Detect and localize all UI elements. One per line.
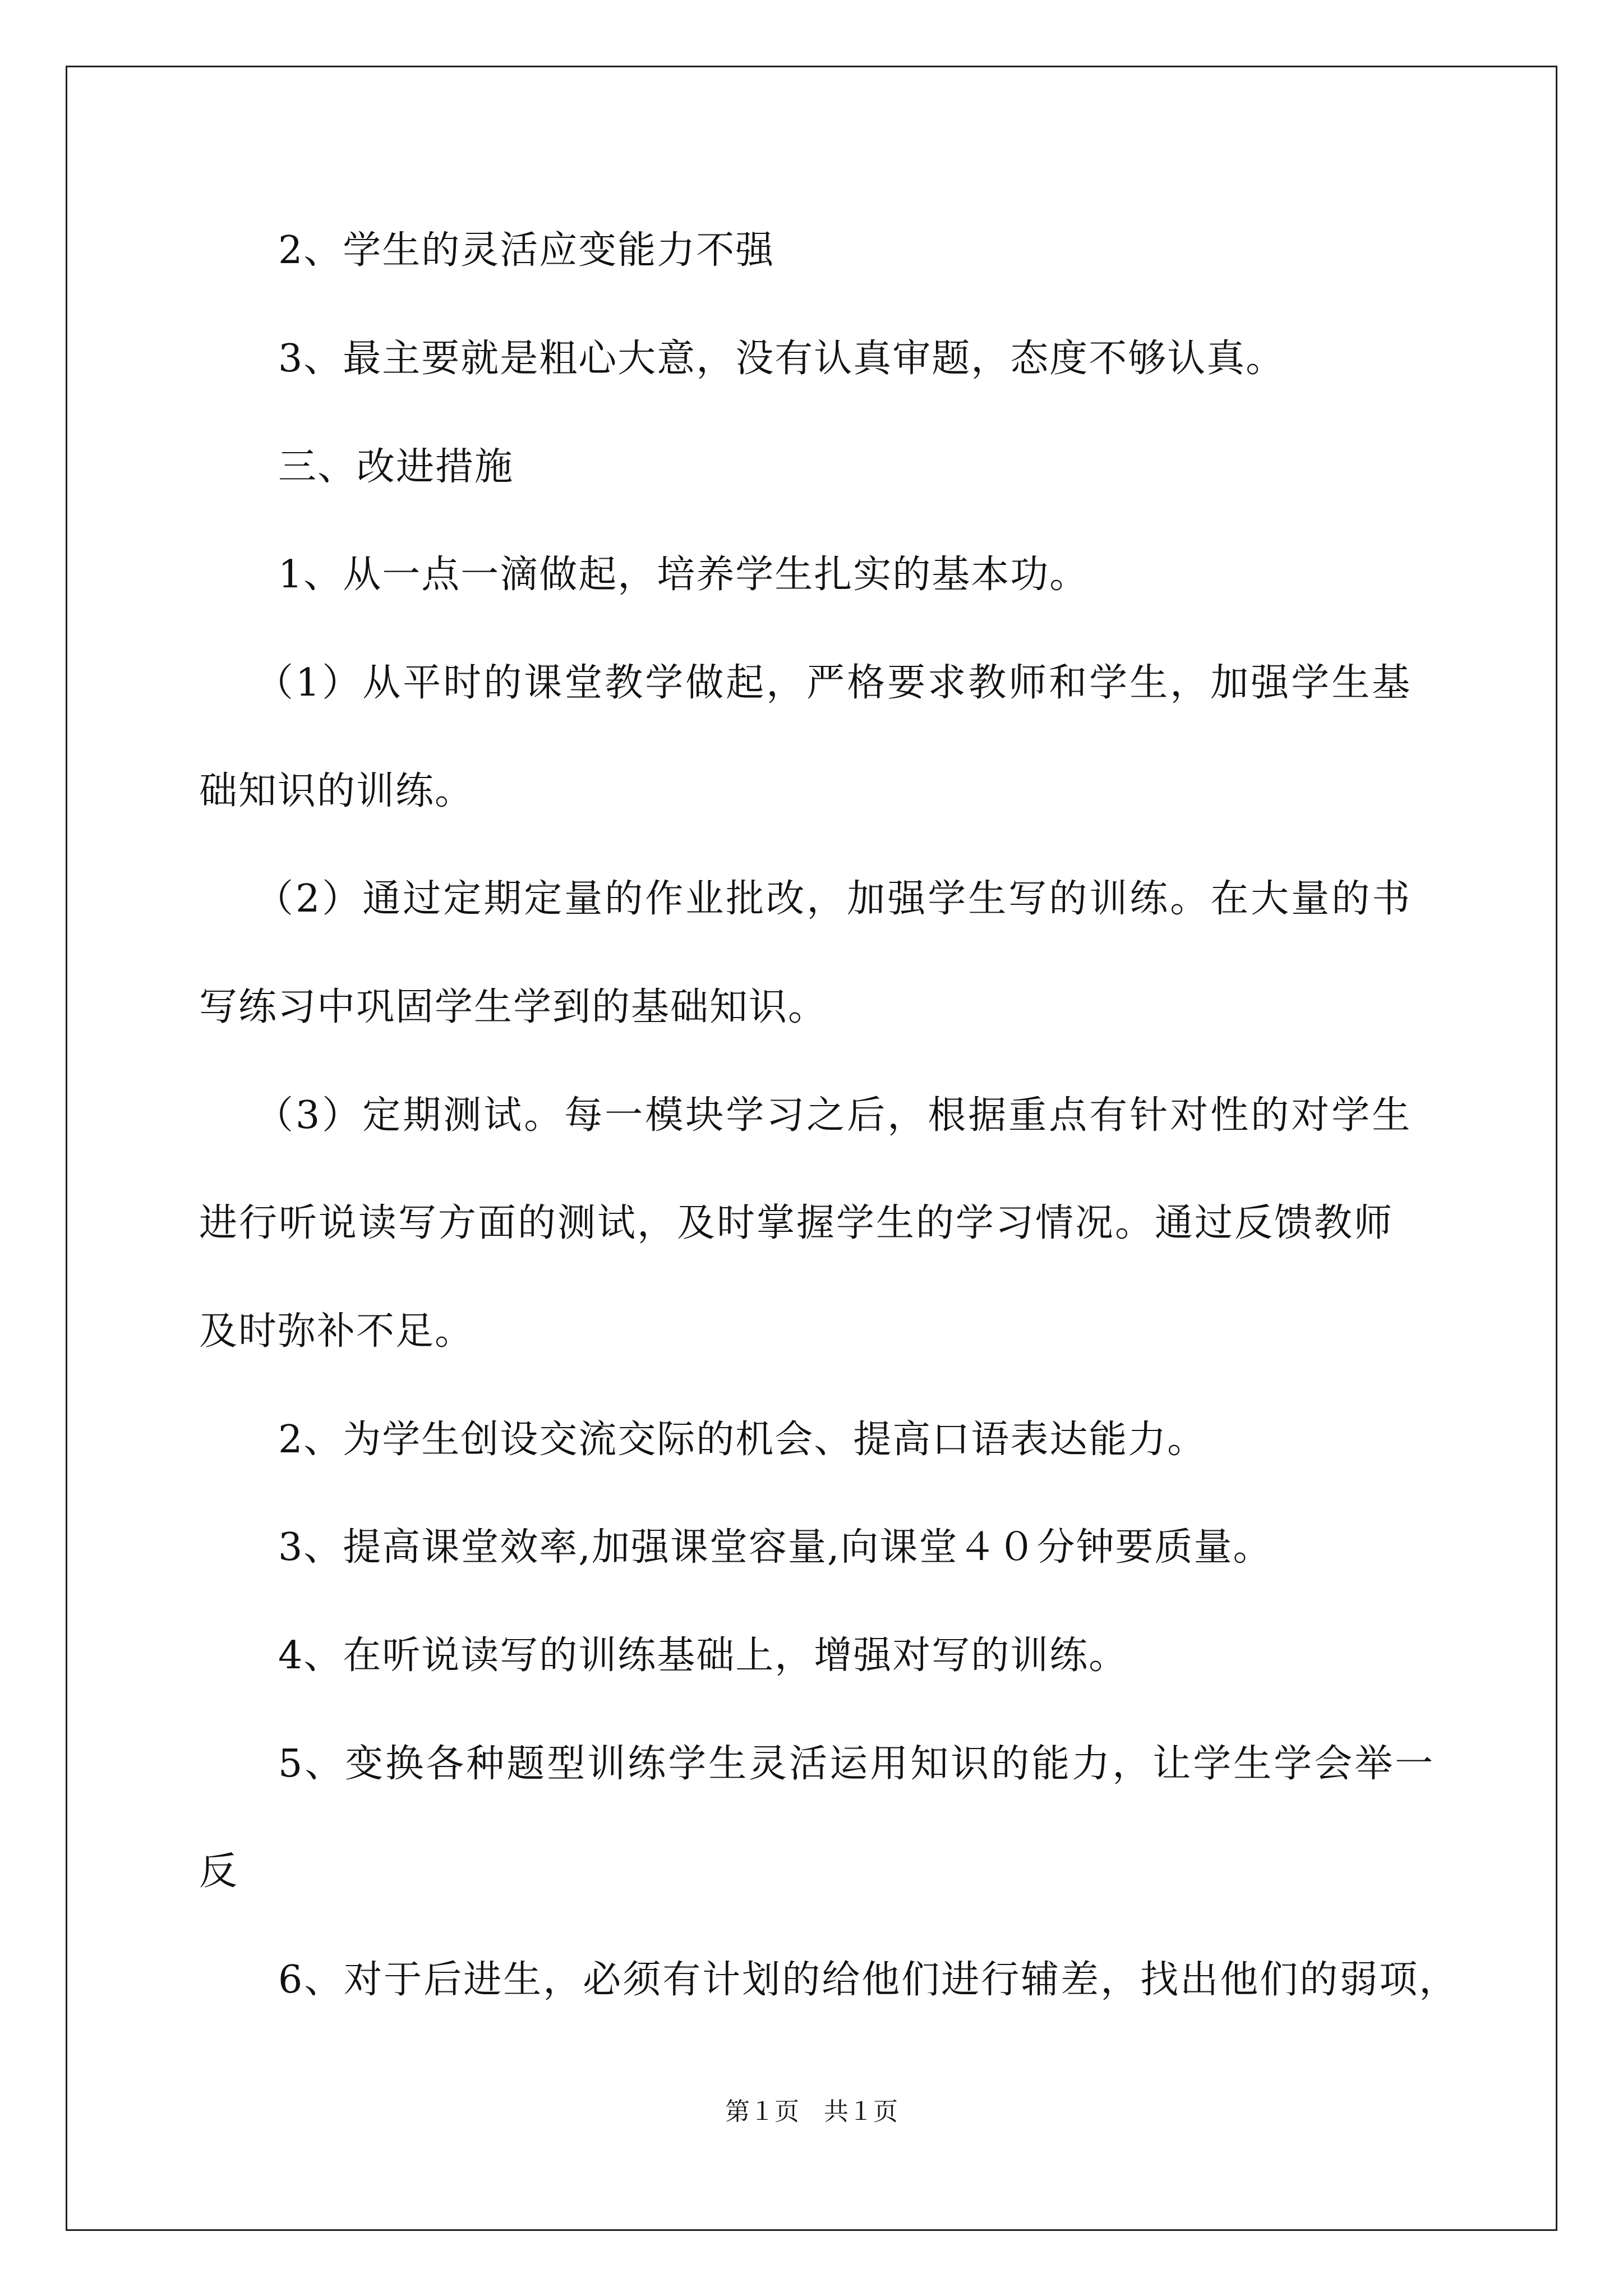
paragraph-line: 6、对于后进生，必须有计划的给他们进行辅差，找出他们的弱项， [278,1958,1459,2002]
page-border [66,66,1557,2231]
section-heading: 三、改进措施 [278,445,514,489]
paragraph-line: 进行听说读写方面的测试，及时掌握学生的学习情况。通过反馈教师 [199,1201,1394,1245]
paragraph-line: 3、提高课堂效率,加强课堂容量,向课堂４０分钟要质量。 [278,1525,1272,1570]
paragraph-line: 2、学生的灵活应变能力不强 [278,228,775,273]
paragraph-line: 5、变换各种题型训练学生灵活运用知识的能力，让学生学会举一 [278,1742,1436,1786]
paragraph-line: （2）通过定期定量的作业批改，加强学生写的训练。在大量的书 [255,877,1413,921]
paragraph-line: 础知识的训练。 [199,769,474,813]
paragraph-line: 及时弥补不足。 [199,1309,474,1354]
paragraph-line: 3、最主要就是粗心大意，没有认真审题，态度不够认真。 [278,337,1285,381]
page-footer: 第１页 共１页 [725,2098,898,2125]
paragraph-line: （1）从平时的课堂教学做起，严格要求教师和学生，加强学生基 [255,661,1413,705]
paragraph-line: 反 [199,1849,239,1894]
paragraph-line: 写练习中巩固学生学到的基础知识。 [199,985,828,1029]
paragraph-line: 2、为学生创设交流交际的机会、提高口语表达能力。 [278,1418,1207,1462]
paragraph-line: 1、从一点一滴做起，培养学生扎实的基本功。 [278,553,1089,597]
paragraph-line: 4、在听说读写的训练基础上，增强对写的训练。 [278,1634,1128,1678]
paragraph-line: （3）定期测试。每一模块学习之后，根据重点有针对性的对学生 [255,1093,1413,1138]
